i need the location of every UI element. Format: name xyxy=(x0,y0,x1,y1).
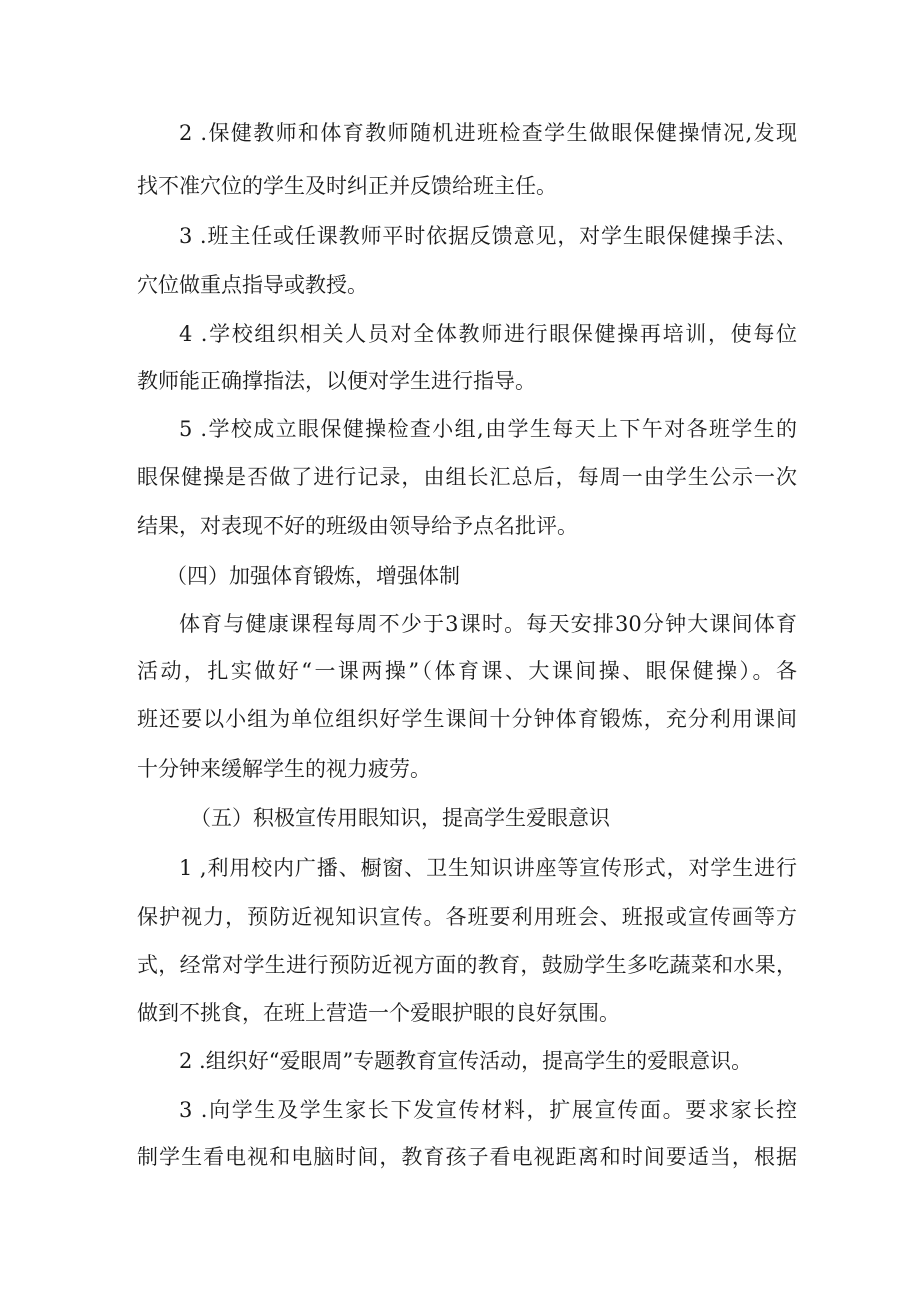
paragraph-5-3-line-2: 制学生看电视和电脑时间，教育孩子看电视距离和时间要适当，根据 xyxy=(137,1145,797,1169)
section-heading-4: （四）加强体育锻炼，增强体制 xyxy=(166,564,460,588)
paragraph-5-1-line-1: 1 ,利用校内广播、橱窗、卫生知识讲座等宣传形式，对学生进行 xyxy=(179,856,797,880)
paragraph-5-1-line-3: 式，经常对学生进行预防近视方面的教育，鼓励学生多吃蔬菜和水果， xyxy=(137,953,797,977)
paragraph-2-line-2: 找不准穴位的学生及时纠正并反馈给班主任。 xyxy=(137,174,557,198)
paragraph-5-1-line-4: 做到不挑食，在班上营造一个爱眼护眼的良好氛围。 xyxy=(137,1001,620,1025)
paragraph-5-line-2: 眼保健操是否做了进行记录，由组长汇总后，每周一由学生公示一次 xyxy=(137,465,797,489)
paragraph-3-line-1: 3 .班主任或任课教师平时依据反馈意见，对学生眼保健操手法、 xyxy=(179,224,797,248)
paragraph-4-line-1: 4 .学校组织相关人员对全体教师进行眼保健操再培训，使每位 xyxy=(179,322,797,346)
paragraph-pe-line-2: 活动，扎实做好“一课两操”（体育课、大课间操、眼保健操）。各 xyxy=(137,659,797,683)
paragraph-pe-line-1: 体育与健康课程每周不少于3课时。每天安排30分钟大课间体育 xyxy=(179,612,797,636)
paragraph-5-line-3: 结果，对表现不好的班级由领导给予点名批评。 xyxy=(137,514,578,538)
paragraph-5-3-line-1: 3 .向学生及学生家长下发宣传材料，扩展宣传面。要求家长控 xyxy=(179,1098,797,1122)
paragraph-5-line-1: 5 .学校成立眼保健操检查小组,由学生每天上下午对各班学生的 xyxy=(179,417,797,441)
paragraph-5-2-line-1: 2 .组织好“爱眼周”专题教育宣传活动，提高学生的爱眼意识。 xyxy=(179,1049,753,1073)
paragraph-pe-line-3: 班还要以小组为单位组织好学生课间十分钟体育锻炼，充分利用课间 xyxy=(137,707,797,731)
paragraph-5-1-line-2: 保护视力，预防近视知识宣传。各班要利用班会、班报或宣传画等方 xyxy=(137,905,797,929)
paragraph-pe-line-4: 十分钟来缓解学生的视力疲劳。 xyxy=(137,757,431,781)
section-heading-5: （五）积极宣传用眼知识，提高学生爱眼意识 xyxy=(190,806,610,830)
paragraph-2-line-1: 2 .保健教师和体育教师随机进班检查学生做眼保健操情况,发现 xyxy=(179,121,797,145)
paragraph-3-line-2: 穴位做重点指导或教授。 xyxy=(137,273,368,297)
paragraph-4-line-2: 教师能正确撑指法，以便对学生进行指导。 xyxy=(137,369,536,393)
